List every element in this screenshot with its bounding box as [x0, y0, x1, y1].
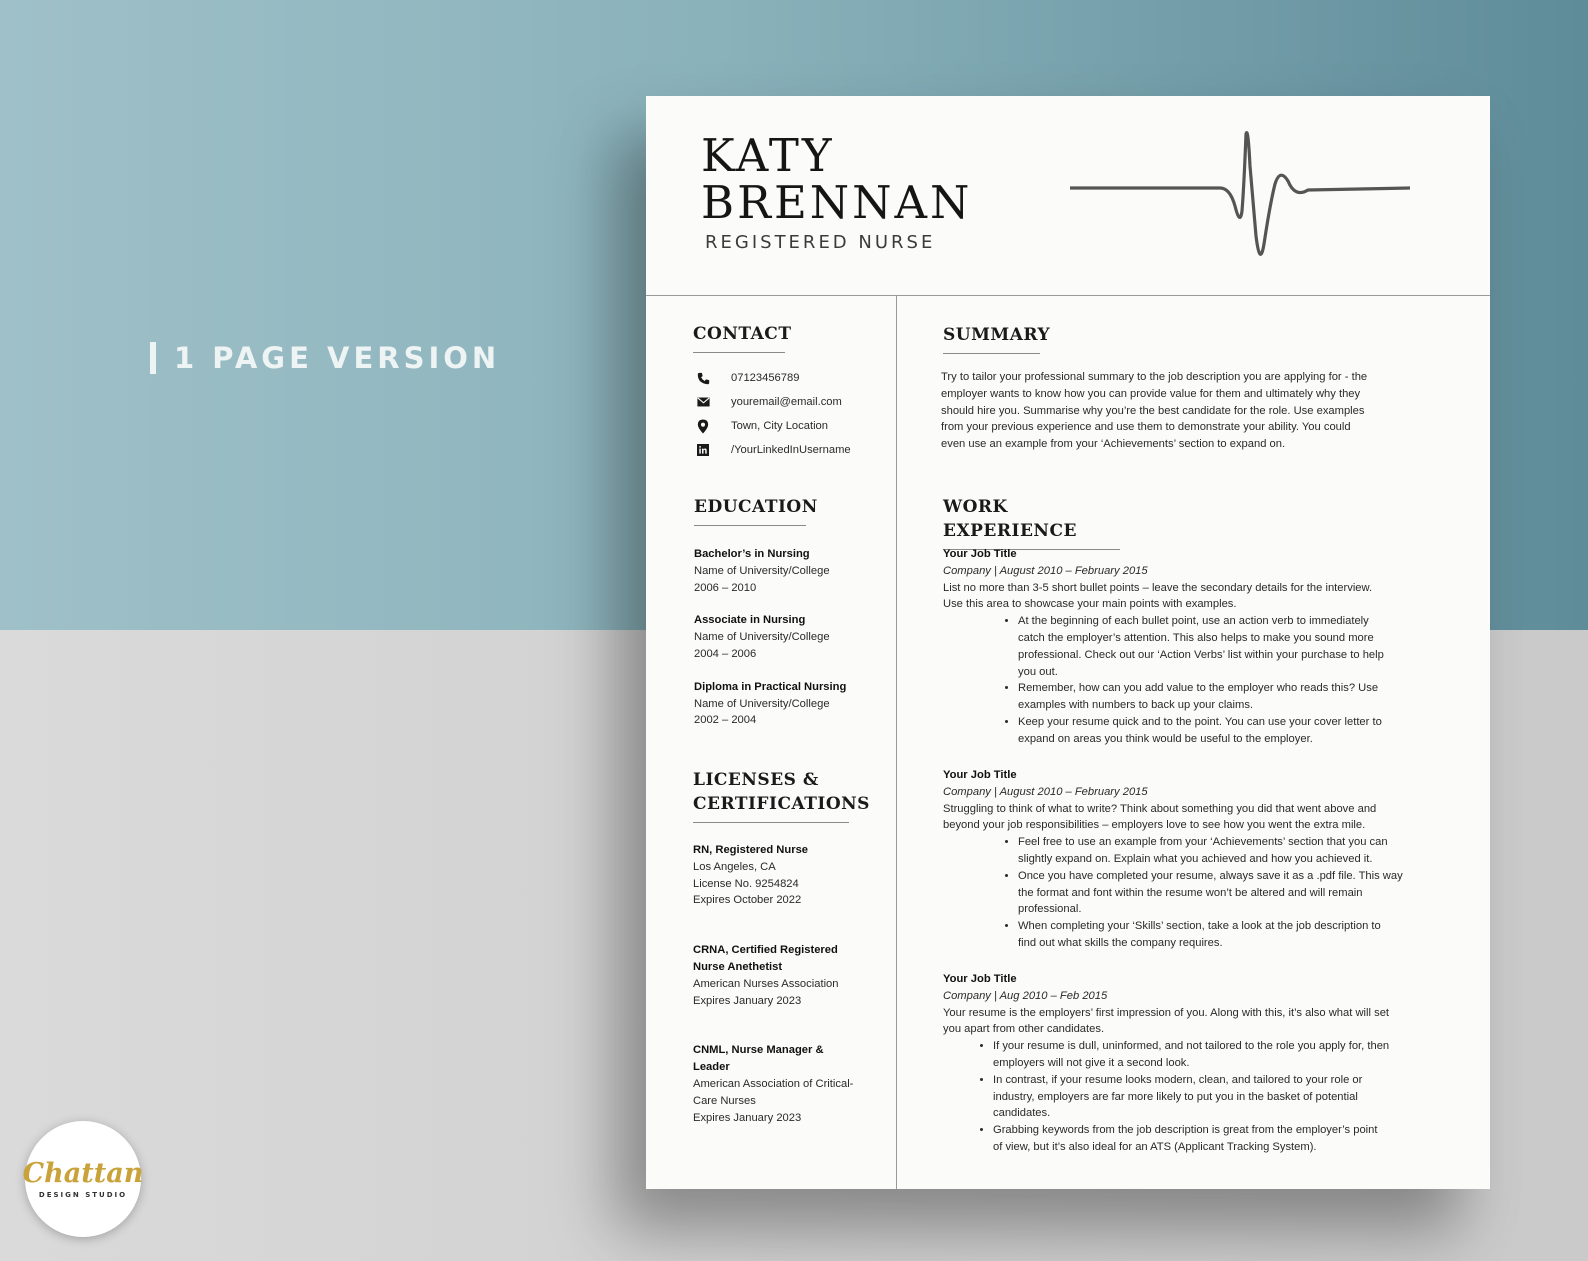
education-school: Name of University/College: [694, 564, 830, 577]
licenses-rule: [693, 822, 849, 823]
education-item: [694, 546, 889, 596]
license-item: [693, 1042, 888, 1126]
job-bullet-line: catch the employer’s attention. This also helps to make you sound more: [1018, 631, 1374, 644]
job-bullet-line: • If your resume is dull, uninformed, and not tailored to the role you apply for, then: [993, 1040, 1390, 1053]
candidate-name: [701, 129, 973, 229]
education-years: 2002 – 2004: [694, 714, 757, 727]
job-intro-line: List no more than 3-5 short bullet points – leave the secondary details for the interview.: [943, 581, 1373, 594]
first-name: KATY: [701, 129, 835, 182]
job-bullet-line: • In contrast, if your resume looks modern, clean, and tailored to your role or: [993, 1073, 1363, 1086]
version-bar: [150, 342, 156, 374]
job-bullet: [1018, 918, 1443, 952]
job-entry: [943, 546, 1443, 748]
summary-line: Try to tailor your professional summary to the job description you are applying for - the: [941, 371, 1368, 383]
job-bullet-line: find out what skills the company requires.: [1018, 936, 1223, 949]
job-bullet-line: examples with numbers to back up your claims.: [1018, 699, 1254, 712]
job-bullet-line: • Keep your resume quick and to the point. You can use your cover letter to: [1018, 715, 1382, 728]
contact-rule: [693, 352, 785, 353]
version-label: [150, 340, 500, 376]
job-bullets: [943, 1038, 1443, 1156]
license-detail: Los Angeles, CA: [693, 860, 776, 873]
job-bullet: [993, 1122, 1443, 1156]
job-bullet-line: • Grabbing keywords from the job description is great from the employer’s point: [993, 1124, 1378, 1137]
job-bullet-line: of view, but it’s also ideal for an ATS (Applicant Tracking System).: [993, 1140, 1317, 1153]
education-item: [694, 612, 889, 662]
education-degree: Diploma in Practical Nursing: [694, 680, 847, 693]
summary-rule: [943, 353, 1040, 354]
job-title: Your Job Title: [943, 769, 1017, 781]
education-school: Name of University/College: [694, 697, 830, 710]
education-degree: Associate in Nursing: [694, 614, 806, 627]
brand-logo-script: Chattan: [22, 1158, 144, 1189]
license-item: [693, 942, 888, 1009]
summary-title: SUMMARY: [943, 325, 1051, 345]
job-bullet: [1018, 680, 1443, 714]
licenses-title-line2: CERTIFICATIONS: [693, 794, 870, 814]
job-bullet: [993, 1038, 1443, 1072]
phone-icon: [695, 370, 711, 386]
license-detail: Expires January 2023: [693, 1111, 802, 1124]
version-text: 1 PAGE VERSION: [174, 341, 501, 375]
job-title: Your Job Title: [943, 973, 1017, 985]
job-company: Company | August 2010 – February 2015: [943, 564, 1148, 577]
education-item: [694, 679, 889, 729]
job-bullet: [1018, 714, 1443, 748]
email-icon: [695, 394, 711, 410]
job-title: Your Job Title: [943, 548, 1017, 560]
contact-location: [693, 414, 893, 438]
job-bullet-line: • Feel free to use an example from your ‘Achievements’ section that you can: [1018, 836, 1388, 849]
job-company: Company | Aug 2010 – Feb 2015: [943, 989, 1108, 1002]
job-bullets: [943, 613, 1443, 747]
job-bullet: [1018, 613, 1443, 680]
job-bullet-line: • At the beginning of each bullet point, use an action verb to immediately: [1018, 615, 1369, 628]
contact-title: CONTACT: [693, 324, 792, 344]
education-years: 2006 – 2010: [694, 581, 757, 594]
license-detail: American Association of Critical-: [693, 1077, 854, 1090]
license-detail: Expires October 2022: [693, 894, 802, 907]
job-bullet-line: expand on areas you think would be useful to the employer.: [1018, 732, 1313, 745]
contact-email: [693, 390, 893, 414]
contact-list: [693, 366, 893, 462]
license-detail: Care Nurses: [693, 1094, 756, 1107]
job-bullet: [993, 1072, 1443, 1122]
last-name: BRENNAN: [701, 176, 973, 229]
candidate-role: REGISTERED NURSE: [705, 232, 936, 253]
resume-header: [646, 96, 1490, 296]
job-bullet-line: professional.: [1018, 903, 1082, 916]
job-intro-line: Your resume is the employers’ first impression of you. Along with this, it’s also what will set: [943, 1006, 1390, 1019]
license-detail: License No. 9254824: [693, 877, 799, 890]
license-detail: Expires January 2023: [693, 994, 802, 1007]
license-title: RN, Registered Nurse: [693, 844, 809, 856]
job-bullet: [1018, 834, 1443, 868]
contact-linkedin-text: /YourLinkedInUsername: [731, 443, 851, 456]
licenses-title: [693, 768, 870, 816]
job-intro-line: Use this area to showcase your main points with examples.: [943, 598, 1237, 611]
job-bullet-line: you out.: [1018, 665, 1058, 678]
contact-email-text: youremail@email.com: [731, 395, 842, 408]
job-bullet-line: • Remember, how can you add value to the employer who reads this? Use: [1018, 682, 1379, 695]
contact-phone: [693, 366, 893, 390]
resume-sheet: [646, 96, 1490, 1189]
heartbeat-icon: [1070, 126, 1410, 266]
job-bullet-line: the format and font within the resume won’t be altered and will remain: [1018, 886, 1363, 899]
job-bullet-line: • Once you have completed your resume, always save it as a .pdf file. This way: [1018, 869, 1403, 882]
education-section: [694, 495, 818, 526]
licenses-list: [693, 842, 888, 1126]
contact-location-text: Town, City Location: [731, 419, 829, 432]
contact-phone-text: 07123456789: [731, 371, 800, 384]
license-item: [693, 842, 888, 909]
license-title: Nurse Anethetist: [693, 960, 783, 973]
linkedin-icon: [695, 442, 711, 458]
contact-linkedin: [693, 438, 893, 462]
license-detail: American Nurses Association: [693, 977, 839, 990]
license-title: Leader: [693, 1061, 730, 1074]
job-bullet-line: • When completing your ‘Skills’ section, take a look at the job description to: [1018, 920, 1381, 933]
job-intro-line: beyond your job responsibilities – employers love to see how you went the extra mile.: [943, 819, 1366, 832]
summary-section: [943, 323, 1051, 354]
job-entry: [943, 971, 1443, 1156]
job-intro-line: Struggling to think of what to write? Think about something you did that went above and: [943, 802, 1377, 815]
licenses-section: [693, 768, 870, 823]
job-entry: [943, 767, 1443, 952]
license-title: CRNA, Certified Registered: [693, 944, 838, 957]
job-bullets: [943, 834, 1443, 952]
summary-line: from your previous experience and use them to demonstrate your ability. You could: [941, 421, 1351, 434]
location-icon: [695, 418, 711, 434]
brand-logo-subtitle: DESIGN STUDIO: [38, 1191, 128, 1199]
brand-logo: [22, 1121, 144, 1237]
education-list: [694, 546, 889, 729]
job-bullet-line: professional. Check out our ‘Action Verbs’ list within your purchase to help: [1018, 648, 1384, 661]
job-bullet-line: industry, employers are far more likely to put you in the basket of potential: [993, 1090, 1358, 1103]
job-intro-line: you apart from other candidates.: [943, 1023, 1105, 1036]
contact-section: [693, 322, 792, 353]
education-title: EDUCATION: [694, 497, 818, 517]
summary-text: [941, 369, 1441, 453]
work-title: WORK EXPERIENCE: [943, 497, 1077, 541]
education-school: Name of University/College: [694, 631, 830, 644]
job-bullet-line: candidates.: [993, 1107, 1051, 1120]
education-years: 2004 – 2006: [694, 647, 757, 660]
job-bullet-line: slightly expand on. Explain what you achieved and how you achieved it.: [1018, 852, 1373, 865]
work-section: [943, 495, 1120, 550]
education-rule: [694, 525, 806, 526]
education-degree: Bachelor’s in Nursing: [694, 548, 810, 560]
summary-line: employer wants to know how you can provide value for them and ultimately why they: [941, 387, 1361, 400]
summary-line: even use an example from your ‘Achievements’ section to expand on.: [941, 438, 1286, 451]
licenses-title-line1: LICENSES &: [693, 770, 819, 790]
job-company: Company | August 2010 – February 2015: [943, 785, 1148, 798]
job-bullet: [1018, 868, 1443, 918]
summary-line: should hire you. Summarise why you’re the best candidate for the role. Use examples: [941, 404, 1365, 417]
job-bullet-line: employers will not give it a second look.: [993, 1056, 1190, 1069]
license-title: CNML, Nurse Manager &: [693, 1044, 824, 1057]
column-divider: [896, 295, 897, 1189]
